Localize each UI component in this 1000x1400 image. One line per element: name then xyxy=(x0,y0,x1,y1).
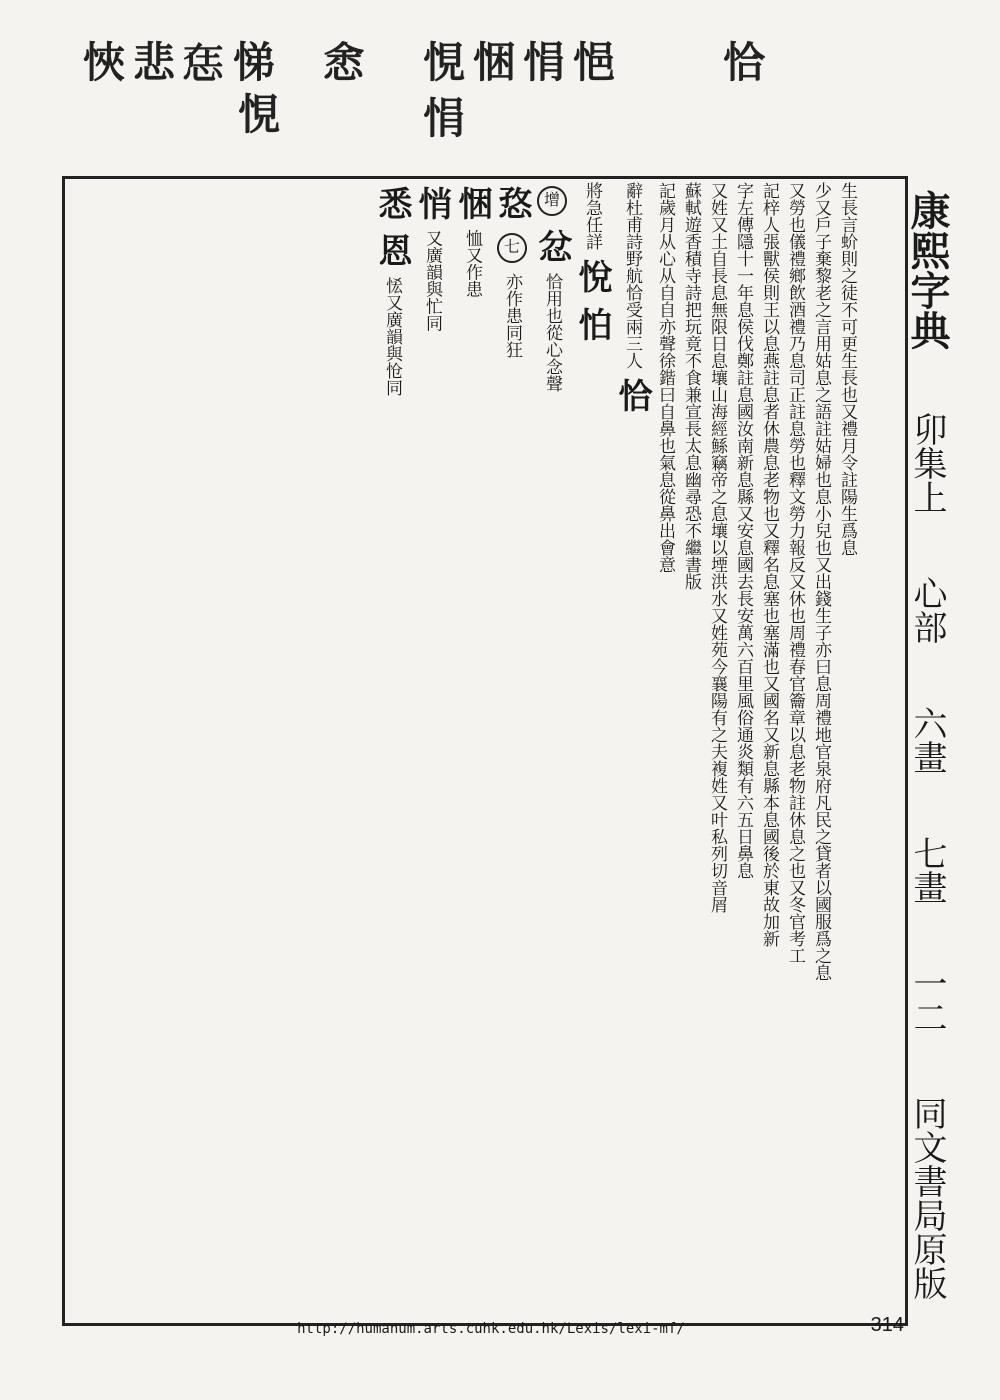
radical-label: 心部 xyxy=(907,576,947,644)
stroke-six-label: 六畫 xyxy=(907,706,947,774)
seal-char: 恰 xyxy=(717,40,766,84)
seal-script-band xyxy=(60,40,930,175)
text-column xyxy=(372,182,412,1320)
page-ref: 一二 xyxy=(907,966,947,1034)
headword: 悉 xyxy=(372,186,412,220)
source-url[interactable]: http://humanum.arts.cuhk.edu.hk/Lexis/lexi-mf/ xyxy=(297,1321,685,1337)
volume-label: 卯集上 xyxy=(907,412,947,514)
stroke-seven-label: 七畫 xyxy=(907,836,947,904)
text-run: 辭杜甫詩野航恰受兩三人 xyxy=(622,182,642,369)
text-column xyxy=(612,182,652,1320)
text-column xyxy=(412,182,452,1320)
seal-char: 𢙮 xyxy=(177,40,226,84)
publisher-label: 同文書局原版 xyxy=(907,1096,947,1300)
text-column xyxy=(572,182,612,1320)
headword: 悃 xyxy=(452,186,492,220)
headword: 恩 xyxy=(372,233,412,268)
seal-char: 悓 xyxy=(417,40,466,84)
seal-char: 悁 xyxy=(517,40,566,84)
text-run: 將急任詳 xyxy=(582,182,602,250)
headword: 恰 xyxy=(612,378,652,413)
text-run: 恡又廣韻與怆同 xyxy=(382,276,402,396)
text-column: 又勞也儀禮鄉飲酒禮乃息司正註息勞也釋文勞力報反又休也周禮春官籥章以息老物註休息之也又冬官考工 xyxy=(785,182,805,964)
text-column xyxy=(492,182,532,1320)
text-column: 字左傳隱十一年息侯伐鄭註息國汝南新息縣又安息國去長安萬六百里風俗通炎類有六五日鼻息 xyxy=(733,182,753,879)
text-column: 記歲月从心从自自亦聲徐鍇曰自鼻也氣息從鼻出會意 xyxy=(655,182,675,573)
seal-char: 悆 xyxy=(317,40,366,84)
text-column xyxy=(452,182,492,1320)
text-run: 恰用也從心念聲 xyxy=(542,272,562,392)
seal-char: 悏 xyxy=(77,40,126,84)
headword: 怕 xyxy=(572,306,612,341)
headword: 忿 xyxy=(532,229,572,264)
headword: 悅 xyxy=(572,259,612,294)
circled-mark: 七 xyxy=(497,233,527,263)
text-column: 又姓又土自長息無限日息壤山海經鯀竊帝之息壤以堙洪水又姓苑今襄陽有之夫複姓又叶私列切音屑 xyxy=(707,182,727,913)
text-column: 生長言蚧則之徒不可更生長也又禮月令註陽生爲息 xyxy=(837,182,857,556)
text-column: 記梓人張獸侯則王以息燕註息者休農息老物也又釋名息塞也塞滿也又國名又新息縣本息國後於東故加新 xyxy=(759,182,779,947)
seal-char: 悌 xyxy=(227,40,276,84)
text-column xyxy=(532,182,572,1320)
seal-char: 悃 xyxy=(467,40,516,84)
seal-char: 悲 xyxy=(127,40,176,84)
text-run: 亦作患同狂 xyxy=(502,272,522,358)
text-run: 又廣韻與忙同 xyxy=(422,229,442,332)
seal-char: 悁 xyxy=(417,96,466,140)
seal-char: 悓 xyxy=(232,92,281,136)
dictionary-title: 康熙字典 xyxy=(904,190,951,350)
page-number: 314 xyxy=(870,1314,904,1336)
headword: 悄 xyxy=(412,186,452,220)
text-column: 蘇軾遊香積寺詩把玩竟不食兼宣長太息幽尋恐不繼書版 xyxy=(681,182,701,590)
page-header-column xyxy=(902,190,952,1300)
circled-mark: 增 xyxy=(537,186,567,216)
text-column: 少又戶子棄黎老之言用姑息之語註姑婦也息小兒也又出錢生子亦曰息周禮地官泉府凡民之貸者以國服爲之息 xyxy=(811,182,831,981)
text-run: 恤又作患 xyxy=(462,229,482,298)
seal-char: 悒 xyxy=(567,40,616,84)
dictionary-body xyxy=(70,182,860,1320)
headword: 㤵 xyxy=(492,186,532,220)
